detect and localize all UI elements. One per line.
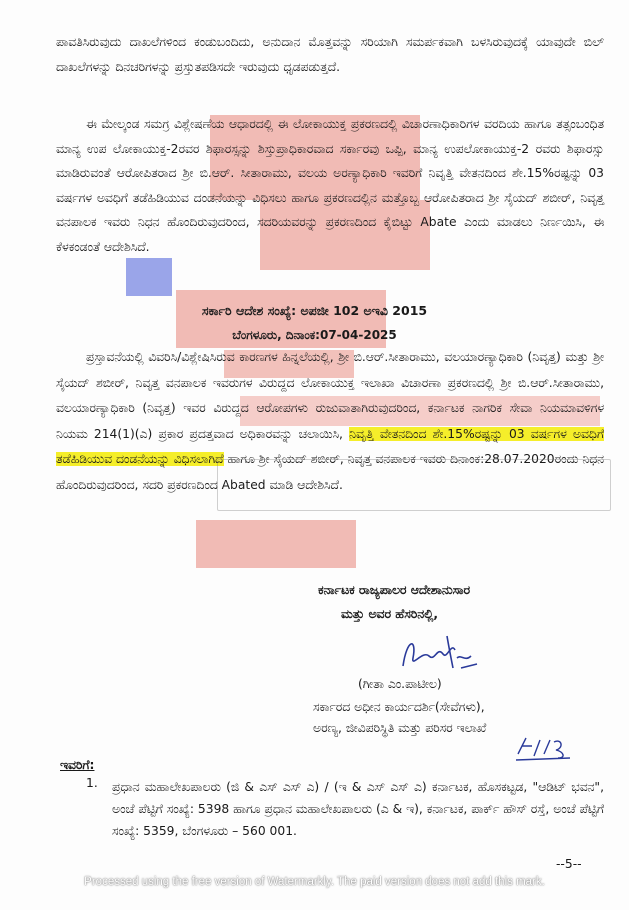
- signatory-department: ಅರಣ್ಯ, ಜೀವಿಪರಿಸ್ಥಿತಿ ಮತ್ತು ಪರಿಸರ ಇಲಾಖೆ: [313, 721, 487, 735]
- closing-line-governor-order: ಕರ್ನಾಟಕ ರಾಜ್ಯಪಾಲರ ಆದೇಶಾನುಸಾರ: [318, 583, 471, 597]
- order-number-heading: ಸರ್ಕಾರಿ ಆದೇಶ ಸಂಖ್ಯೆ: ಅಪಜೀ 102 ಅಇವಿ 2015: [201, 303, 428, 318]
- order-text-part2: ಹಾಗೂ ಶ್ರೀ ಸೈಯದ್ ಶಬೀರ್, ನಿವೃತ್ತ ವನಪಾಲಕ ಇವರು ದಿನಾಂಕ:28.07.2020ರಂದು ನಿಧನ ಹೊಂದಿರುವುದರಿಂದ, ಸದರಿ ಪ್ರಕರಣದಿಂದ Abated ಮಾಡಿ ಆದೇಶಿಸಿದೆ.: [56, 452, 604, 492]
- place-date: ಬೆಂಗಳೂರು, ದಿನಾಂಕ:07-04-2025: [232, 328, 397, 342]
- paragraph-analysis: ಈ ಮೇಲ್ಕಂಡ ಸಮಗ್ರ ವಿಶ್ಲೇಷಣೆಯ ಆಧಾರದಲ್ಲಿ ಈ ಲೋಕಾಯುಕ್ತ ಪ್ರಕರಣದಲ್ಲಿ ವಿಚಾರಣಾಧಿಕಾರಿಗಳ ವರದಿಯ ಹಾಗೂ ತತ್ಸಂಬಂಧಿತ ಮಾನ್ಯ ಉಪ ಲೋಕಾಯುಕ್ತ-2ರವರ ಶಿಫಾರಸ್ಸನ್ನು ಶಿಸ್ತುಪ್ರಾಧಿಕಾರವಾದ ಸರ್ಕಾರವು ಒಪ್ಪಿ, ಮಾನ್ಯ ಉಪಲೋಕಾಯುಕ್ತ-2 ರವರು ಶಿಫಾರಸ್ಸು ಮಾಡಿರುವಂತೆ ಆರೋಪಿತರಾದ ಶ್ರೀ ಬಿ.ಆರ್. ಸೀತಾರಾಮು, ವಲಯ ಅರಣ್ಯಾಧಿಕಾರಿ ಇವರಿಗೆ ನಿವೃತ್ತಿ ವೇತನದಿಂದ ಶೇ.15%ರಷ್ಟನ್ನು 03 ವರ್ಷಗಳ ಅವಧಿಗೆ ತಡೆಹಿಡಿಯುವ ದಂಡನೆಯನ್ನು ವಿಧಿಸಲು ಹಾಗೂ ಪ್ರಕರಣದಲ್ಲಿನ ಮತ್ತೊಬ್ಬ ಆರೋಪಿತರಾದ ಶ್ರೀ ಸೈಯದ್ ಶಬೀರ್, ನಿವೃತ್ತ ವನಪಾಲಕ ಇವರು ನಿಧನ ಹೊಂದಿರುವುದರಿಂದ, ಸದರಿಯವರನ್ನು ಪ್ರಕರಣದಿಂದ ಕೈಬಿಟ್ಟು Abate ಎಂದು ಮಾಡಲು ನಿರ್ಣಯಿಸಿ, ಈ ಕೆಳಕಂಡಂತೆ ಆದೇಶಿಸಿದೆ.: [56, 117, 604, 254]
- watermark-stamp-blue: [126, 258, 172, 296]
- handwritten-date-initials: [514, 734, 574, 762]
- highlighted-penalty-text: ನಿವೃತ್ತಿ ವೇತನದಿಂದ ಶೇ.15%ರಷ್ಟನ್ನು 03 ವರ್ಷಗಳ ಅವಧಿಗೆ ತಡೆಹಿಡಿಯುವ ದಂಡನೆಯನ್ನು ವಿಧಿಸಲಾಗಿದೆ: [56, 426, 605, 466]
- copy-item-number: 1.: [86, 776, 98, 790]
- copy-to-heading: ಇವರಿಗೆ:: [60, 758, 95, 772]
- closing-line-in-name: ಮತ್ತು ಅವರ ಹೆಸರಿನಲ್ಲಿ,: [341, 607, 439, 621]
- page-number: --5--: [556, 857, 582, 871]
- paragraph-order: [56, 345, 604, 498]
- signatory-designation: ಸರ್ಕಾರದ ಅಧೀನ ಕಾರ್ಯದರ್ಶಿ(ಸೇವೆಗಳು),: [313, 700, 485, 714]
- signatory-name: (ಗೀತಾ ಎಂ.ಪಾಟೀಲ): [358, 677, 442, 691]
- paragraph-intro: ಪಾವತಿಸಿರುವುದು ದಾಖಲೆಗಳಿಂದ ಕಂಡುಬಂದಿದು, ಅನುದಾನ ಮೊತ್ತವನ್ನು ಸರಿಯಾಗಿ ಸಮರ್ಪಕವಾಗಿ ಬಳಸಿರುವುದಕ್ಕೆ ಯಾವುದೇ ಬಿಲ್ ದಾಖಲೆಗಳನ್ನು ದಿನಚರಿಗಳನ್ನು ಪ್ರಸ್ತುತಪಡಿಸದೇ ಇರುವುದು ಧೃಡಪಡುತ್ತದೆ.: [56, 35, 604, 74]
- order-text-part1: ಪ್ರಸ್ತಾವನೆಯಲ್ಲಿ ವಿವರಿಸಿ/ವಿಶ್ಲೇಷಿಸಿರುವ ಕಾರಣಗಳ ಹಿನ್ನಲೆಯಲ್ಲಿ, ಶ್ರೀ ಬಿ.ಆರ್.ಸೀತಾರಾಮು, ವಲಯಾರಣ್ಯಾಧಿಕಾರಿ (ನಿವೃತ್ತ) ಮತ್ತು ಶ್ರೀ ಸೈಯದ್ ಶಬೀರ್, ನಿವೃತ್ತ ವನಪಾಲಕ ಇವರುಗಳ ವಿರುದ್ದದ ಲೋಕಾಯುಕ್ತ ಇಲಾಖಾ ವಿಚಾರಣಾ ಪ್ರಕರಣದಲ್ಲಿ ಶ್ರೀ ಬಿ.ಆರ್.ಸೀತಾರಾಮು, ವಲಯಾರಣ್ಯಾಧಿಕಾರಿ (ನಿವೃತ್ತ) ಇವರ ವಿರುದ್ದದ ಆರೋಪಗಳು ರುಜುವಾತಾಗಿರುವುದರಿಂದ, ಕರ್ನಾಟಕ ನಾಗರಿಕ ಸೇವಾ ನಿಯಮಾವಳಿಗಳ ನಿಯಮ 214(1)(ಎ) ಪ್ರಕಾರ ಪ್ರದತ್ತವಾದ ಅಧಿಕಾರವನ್ನು ಚಲಾಯಿಸಿ,: [56, 350, 604, 441]
- copy-item-text: ಪ್ರಧಾನ ಮಹಾಲೇಖಪಾಲರು (ಜಿ & ಎಸ್ ಎಸ್ ಎ) / (ಇ & ಎಸ್ ಎಸ್ ಎ) ಕರ್ನಾಟಕ, ಹೊಸಕಟ್ಟಡ, "ಆಡಿಟ್ ಭವನ", ಅಂಚೆ ಪೆಟ್ಟಿಗೆ ಸಂಖ್ಯೆ: 5398 ಹಾಗೂ ಪ್ರಧಾನ ಮಹಾಲೇಖಪಾಲರು (ಎ & ಇ), ಕರ್ನಾಟಕ, ಪಾರ್ಕ್ ಹೌಸ್ ರಸ್ತೆ, ಅಂಚೆ ಪೆಟ್ಟಿಗೆ ಸಂಖ್ಯೆ: 5359, ಬೆಂಗಳೂರು – 560 001.: [112, 780, 604, 838]
- watermark-notice: Processed using the free version of Watermarkly. The paid version does not add this mark.: [84, 876, 545, 888]
- watermark-stamp: [196, 520, 356, 568]
- signature-image: [395, 628, 485, 676]
